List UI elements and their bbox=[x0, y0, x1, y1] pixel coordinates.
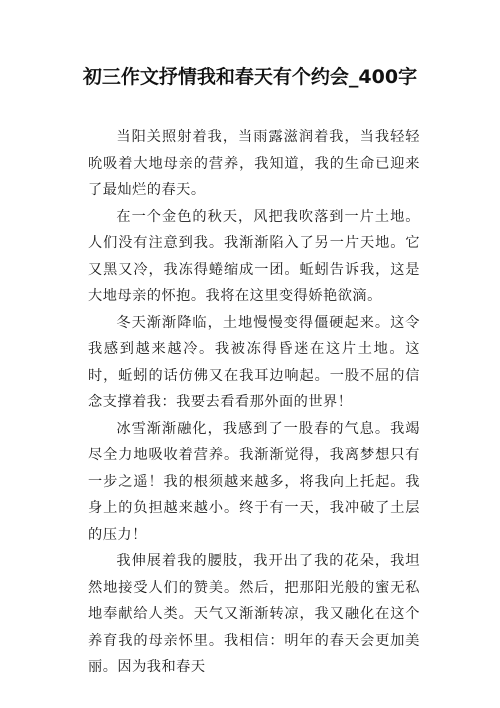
article-body bbox=[88, 124, 420, 681]
document-title: 初三作文抒情我和春天有个约会_400字 bbox=[82, 66, 418, 88]
paragraph: 当阳关照射着我，当雨露滋润着我，当我轻轻吮吸着大地母亲的营养，我知道，我的生命已迎来了最灿烂的春天。 bbox=[88, 129, 420, 198]
paragraph: 冰雪渐渐融化，我感到了一股春的气息。我竭尽全力地吸收着营养。我渐渐觉得，我离梦想只有一步之遥！我的根须越来越多，将我向上托起。我身上的负担越来越小。终于有一天，我冲破了土层的压力！ bbox=[88, 420, 420, 543]
paragraph: 在一个金色的秋天，风把我吹落到一片土地。人们没有注意到我。我渐渐陷入了另一片天地。它又黑又冷，我冻得蜷缩成一团。蚯蚓告诉我，这是大地母亲的怀抱。我将在这里变得娇艳欲滴。 bbox=[88, 208, 420, 304]
paragraph: 冬天渐渐降临，土地慢慢变得僵硬起来。这令我感到越来越冷。我被冻得昏迷在这片土地。这时，蚯蚓的话仿佛又在我耳边响起。一股不屈的信念支撑着我：我要去看看那外面的世界！ bbox=[88, 314, 420, 410]
paragraph: 我伸展着我的腰肢，我开出了我的花朵，我坦然地接受人们的赞美。然后，把那阳光般的蜜无私地奉献给人类。天气又渐渐转凉，我又融化在这个养育我的母亲怀里。我相信：明年的春天会更加美丽。因为我和春天 bbox=[88, 553, 420, 675]
